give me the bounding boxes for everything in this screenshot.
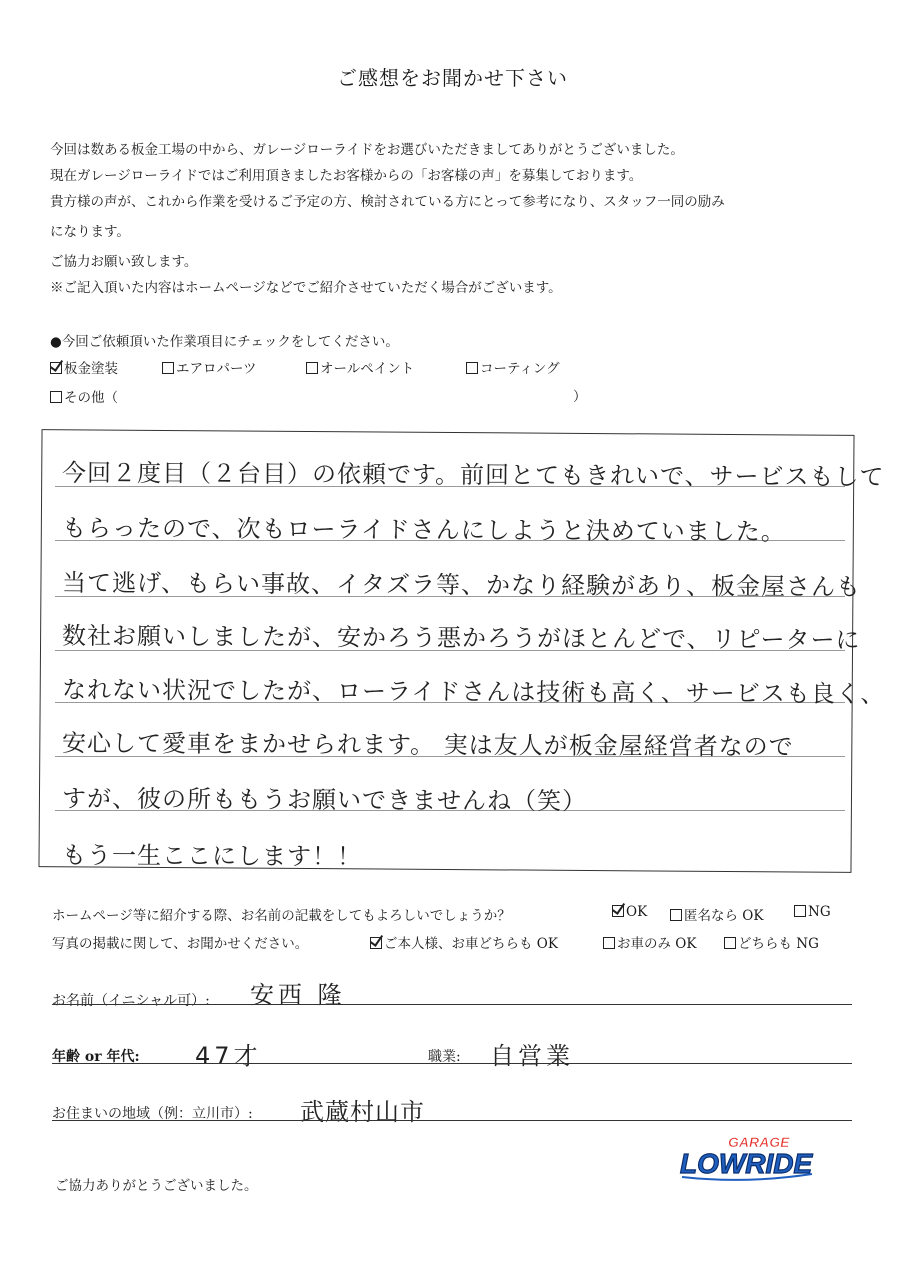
page-title: ご感想をお聞かせ下さい bbox=[337, 66, 568, 90]
checkbox[interactable] bbox=[724, 937, 736, 949]
logo-lowride-text: LOWRIDE bbox=[680, 1148, 813, 1179]
comment-line: 安心して愛車をまかせられます。 実は友人が板金屋経営者なので bbox=[61, 729, 794, 761]
option-label: 板金塗装 bbox=[64, 361, 118, 377]
work-option-bankin[interactable] bbox=[50, 357, 118, 377]
work-option-other[interactable] bbox=[50, 386, 118, 406]
job-label: 職業: bbox=[428, 1049, 461, 1065]
name-opt-ok[interactable] bbox=[612, 904, 647, 920]
logo-garage-text: GARAGE bbox=[728, 1134, 790, 1150]
checkbox[interactable] bbox=[670, 909, 682, 921]
photo-publish-question: 写真の掲載に関して、お聞かせください。 bbox=[52, 936, 309, 952]
option-label: どちらも NG bbox=[738, 936, 819, 952]
photo-opt-both[interactable] bbox=[370, 932, 558, 952]
job-value[interactable]: 自営業 bbox=[490, 1042, 574, 1070]
intro-line: 今回は数ある板金工場の中から、ガレージローライドをお選びいただきましてありがとうございました。 bbox=[50, 142, 684, 158]
name-label: お名前（イニシャル可）: bbox=[52, 993, 210, 1009]
checkbox[interactable] bbox=[466, 362, 478, 374]
name-opt-anon[interactable] bbox=[670, 904, 763, 924]
option-label: コーティング bbox=[480, 361, 560, 377]
checkbox-checked[interactable] bbox=[612, 905, 624, 917]
comment-line: 数社お願いしましたが、安かろう悪かろうがほとんどで、リピーターに bbox=[61, 621, 861, 655]
name-value[interactable]: 安西 隆 bbox=[250, 981, 346, 1009]
comment-line: すが、彼の所ももうお願いできませんね（笑） bbox=[61, 784, 588, 816]
work-items-heading: ●今回ご依頼頂いた作業項目にチェックをしてください。 bbox=[50, 334, 399, 350]
comment-line: 当て逃げ、もらい事故、イタズラ等、かなり経験があり、板金屋さんも bbox=[61, 568, 862, 602]
name-publish-question: ホームページ等に紹介する際、お名前の記載をしてもよろしいでしょうか？ bbox=[52, 908, 511, 924]
other-close-paren: ） bbox=[573, 389, 587, 405]
intro-line: 現在ガレージローライドではご利用頂きましたお客様からの「お客様の声」を募集しております。 bbox=[50, 168, 643, 184]
area-label: お住まいの地域（例：立川市）: bbox=[52, 1106, 253, 1122]
checkbox[interactable] bbox=[794, 905, 806, 917]
checkbox[interactable] bbox=[162, 362, 174, 374]
name-underline bbox=[52, 1004, 852, 1005]
intro-line: 貴方様の声が、これから作業を受けるご予定の方、検討されている方にとって参考になり、スタッフ一同の励み bbox=[50, 194, 725, 210]
photo-opt-car[interactable] bbox=[603, 932, 696, 952]
age-value[interactable]: 47才 bbox=[195, 1042, 262, 1070]
photo-opt-ng[interactable] bbox=[724, 932, 819, 952]
option-label: オールペイント bbox=[320, 361, 415, 377]
name-opt-ng[interactable] bbox=[794, 904, 831, 920]
option-label: NG bbox=[808, 904, 831, 920]
intro-note: ※ご記入頂いた内容はホームページなどでご紹介させていただく場合がございます。 bbox=[50, 280, 562, 296]
comment-line: 今回２度目（２台目）の依頼です。前回とてもきれいで、サービスもして bbox=[61, 458, 885, 492]
work-option-coating[interactable] bbox=[466, 357, 560, 377]
area-underline bbox=[52, 1120, 852, 1121]
option-label: エアロパーツ bbox=[176, 361, 257, 377]
comment-line: もらったので、次もローライドさんにしようと決めていました。 bbox=[61, 514, 786, 546]
checkbox[interactable] bbox=[603, 937, 615, 949]
comment-line: なれない状況でしたが、ローライドさんは技術も高く、サービスも良く、 bbox=[61, 675, 886, 709]
option-label: お車のみ OK bbox=[617, 936, 697, 952]
option-label: その他（ bbox=[64, 390, 118, 406]
comment-line: もう一生ここにします！！ bbox=[61, 841, 363, 871]
option-label: 匿名なら OK bbox=[684, 908, 764, 924]
intro-line: になります。 bbox=[50, 224, 130, 240]
age-label: 年齢 or 年代: bbox=[52, 1049, 140, 1065]
work-option-allpaint[interactable] bbox=[306, 357, 414, 377]
garage-lowride-logo bbox=[676, 1132, 818, 1182]
age-job-underline bbox=[52, 1063, 852, 1064]
option-label: ご本人様、お車どちらも OK bbox=[384, 936, 558, 952]
checkbox-checked[interactable] bbox=[50, 362, 62, 374]
option-label: OK bbox=[626, 904, 648, 920]
area-value[interactable]: 武蔵村山市 bbox=[300, 1098, 425, 1126]
checkbox[interactable] bbox=[50, 391, 62, 403]
checkbox[interactable] bbox=[306, 362, 318, 374]
intro-line: ご協力お願い致します。 bbox=[50, 254, 198, 270]
work-option-aero[interactable] bbox=[162, 357, 256, 377]
checkbox-checked[interactable] bbox=[370, 937, 382, 949]
closing-thanks: ご協力ありがとうございました。 bbox=[55, 1178, 258, 1194]
